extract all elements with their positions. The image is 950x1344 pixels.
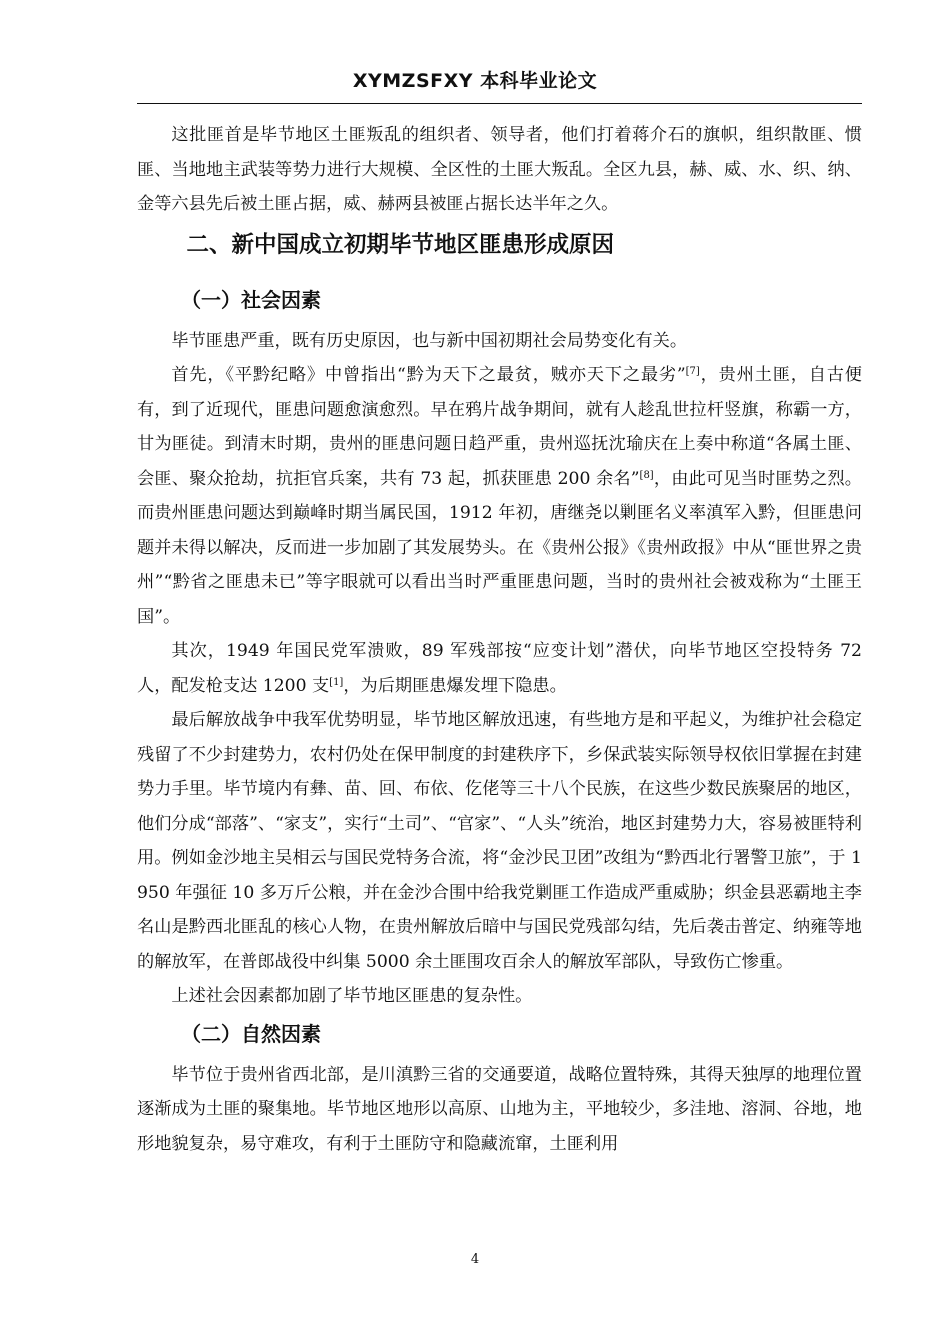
header-rule	[137, 103, 862, 104]
citation-ref-1: [1]	[329, 676, 344, 688]
running-header: XYMZSFXY 本科毕业论文	[352, 70, 598, 92]
subsection-heading-natural: （二）自然因素	[181, 1021, 321, 1046]
paragraph-social-intro: 毕节匪患严重，既有历史原因，也与新中国初期社会局势变化有关。	[171, 330, 688, 351]
text-span: ，由此可见当时匪势之烈。而贵州匪患问题达到巅峰时期当属民国，1912 年初，唐继尧以剿匪名义率滇军入黔，但匪患问题并未得以解决，反而进一步加剧了其发展势头。在《贵州公报》《贵州政报》中从“匪世界之贵州”“黔省之匪患未已”等字眼就可以看出当时严重匪患问题，当时的贵州社会被戏称为“土匪王国”。	[137, 468, 862, 627]
page-number: 4	[470, 1252, 480, 1267]
paragraph-feudal-forces: 最后解放战争中我军优势明显，毕节地区解放迅速，有些地方是和平起义，为维护社会稳定残留了不少封建势力，农村仍处在保甲制度的封建秩序下，乡保武装实际领导权依旧掌握在封建势力手里。毕节境内有彝、苗、回、布依、仡佬等三十八个民族，在这些少数民族聚居的地区，他们分成“部落”、“家支”，实行“土司”、“官家”、“人头”统治，地区封建势力大，容易被匪特利用。例如金沙地主吴相云与国民党特务合流，将“金沙民卫团”改组为“黔西北行署警卫旅”，于 1950 年强征 10 多万斤公粮，并在金沙合围中给我党剿匪工作造成严重威胁；织金县恶霸地主李名山是黔西北匪乱的核心人物，在贵州解放后暗中与国民党残部勾结，先后袭击普定、纳雍等地的解放军，在普郎战役中纠集 5000 余土匪围攻百余人的解放军部队，导致伤亡惨重。	[137, 710, 862, 972]
citation-ref-8: [8]	[639, 469, 654, 481]
paragraph-kmt-remnants	[137, 634, 862, 703]
page-content	[137, 118, 862, 1161]
citation-ref-7: [7]	[685, 366, 700, 377]
paragraph-natural-factors: 毕节位于贵州省西北部，是川滇黔三省的交通要道，战略位置特殊，其得天独厚的地理位置逐渐成为土匪的聚集地。毕节地区地形以高原、山地为主，平地较少，多洼地、溶洞、谷地，地形地貌复杂，易守难攻，有利于土匪防守和隐藏流窜，土匪利用	[137, 1064, 862, 1154]
text-span: ，为后期匪患爆发埋下隐患。	[343, 675, 567, 696]
section-heading-causes: 二、新中国成立初期毕节地区匪患形成原因	[186, 231, 615, 258]
paragraph-historical-causes	[137, 358, 862, 634]
text-span: ，贵州土匪，自古便有，到了近现代，匪患问题愈演愈烈。早在鸦片战争期间，就有人趁乱世拉杆竖旗，称霸一方，甘为匪徒。到清末时期，贵州的匪患问题日趋严重，贵州巡抚沈瑜庆在上奏中称道“各属土匪、会匪、聚众抢劫，抗拒官兵案，共有 73 起，抓获匪患 200 余名”	[137, 365, 862, 489]
paragraph-bandit-leaders: 这批匪首是毕节地区土匪叛乱的组织者、领导者，他们打着蒋介石的旗帜，组织散匪、惯匪、当地地主武装等势力进行大规模、全区性的土匪大叛乱。全区九县，赫、威、水、织、纳、金等六县先后被土匪占据，威、赫两县被匪占据长达半年之久。	[137, 125, 862, 214]
paragraph-social-summary: 上述社会因素都加剧了毕节地区匪患的复杂性。	[171, 986, 533, 1006]
text-span: 其次，1949 年国民党军溃败，89 军残部按“应变计划”潜伏，向毕节地区空投特务 72 人，配发枪支达 1200 支	[137, 641, 862, 696]
text-span: 首先，《平黔纪略》中曾指出“黔为天下之最贫，贼亦天下之最劣”	[171, 365, 686, 385]
subsection-heading-social: （一）社会因素	[181, 287, 321, 312]
